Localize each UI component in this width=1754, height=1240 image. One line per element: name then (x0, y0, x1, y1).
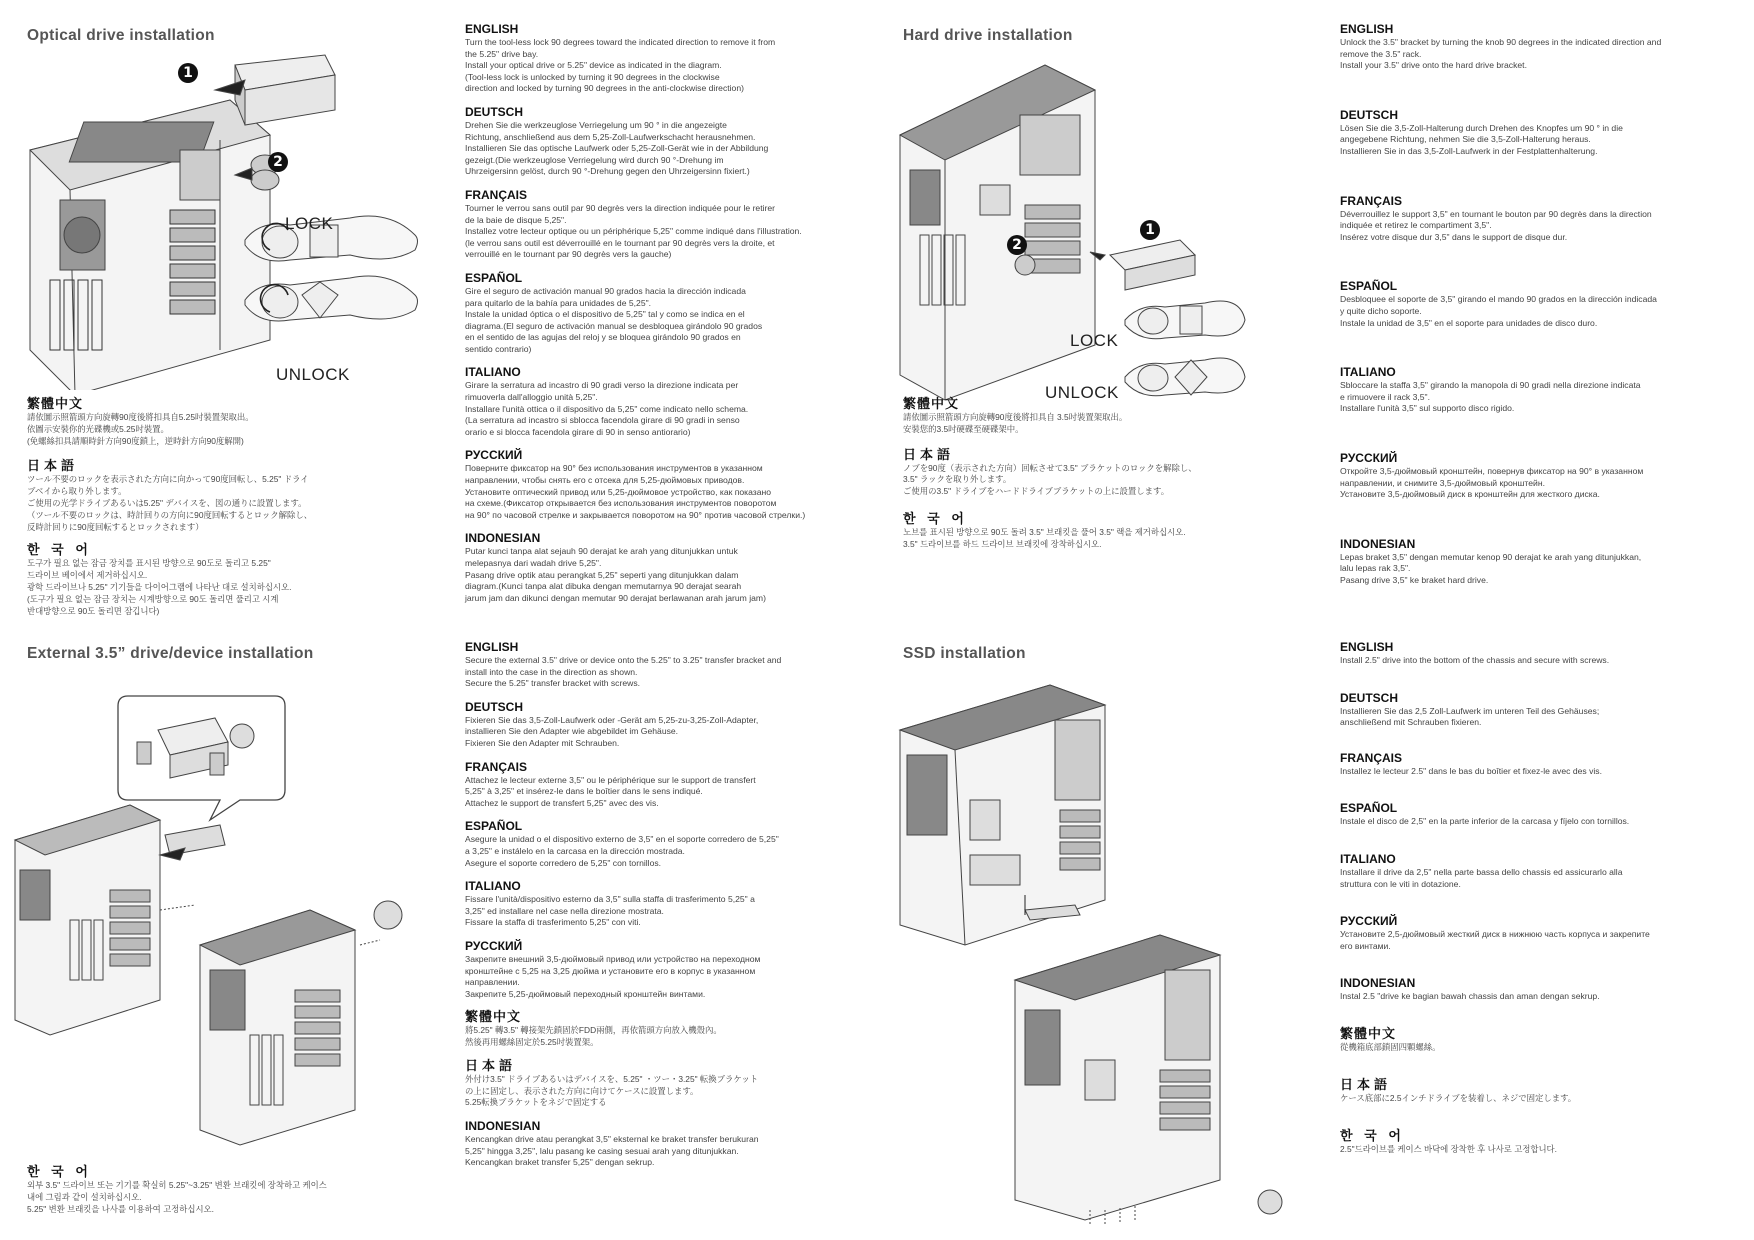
section-title-ssd: SSD installation (903, 645, 1026, 662)
lang-text: Fissare l'unità/dispositivo esterno da 3,5" sulla staffa di trasferimento 5,25" a 3,25" ed installare nel case nella direzione mostrata. Fissare la staffa di trasferimento 5,25" con viti. (465, 894, 755, 928)
lang-heading: 日本語 (465, 1057, 517, 1073)
lang-text: Kencangkan drive atau perangkat 3,5" eksternal ke braket transfer berukuran 5,25" hingga 3,25", lalu pasang ke casing sesuai arah yang ditunjukkan. Kencangkan braket transfer 5,25" dengan sekrup. (465, 1134, 759, 1168)
lang-text: Putar kunci tanpa alat sejauh 90 derajat ke arah yang ditunjukkan untuk melepasnya dari wadah drive 5,25". Pasang drive optik atau perangkat 5,25" seperti yang ditunjukkan dalam diagram.(Kunci tanpa alat dibuka dengan memutarnya 90 derajat searah jarum jam dan dikunci dengan memutar 90 derajat berlawanan arah jarum jam) (465, 546, 766, 603)
lang-text: Instal 2.5 "drive ke bagian bawah chassis dan aman dengan sekrup. (1340, 991, 1600, 1002)
lang-heading: РУССКИЙ (465, 448, 523, 463)
section-title-hdd: Hard drive installation (903, 27, 1073, 44)
lang-heading: ENGLISH (465, 22, 519, 36)
lang-heading: 한 국 어 (903, 510, 968, 526)
lang-heading: INDONESIAN (1340, 536, 1416, 551)
lang-heading: 繁體中文 (1340, 1025, 1397, 1041)
lang-text: 請依圖示照箭頭方向旋轉90度後將扣具自 3.5吋裝置架取出。 安裝您的3.5吋硬碟至硬碟架中。 (903, 412, 1128, 434)
lang-heading: DEUTSCH (1340, 107, 1399, 122)
unlock-label: UNLOCK (1045, 383, 1119, 402)
lang-heading: ITALIANO (465, 365, 521, 380)
lang-heading: ESPAÑOL (465, 270, 523, 285)
lang-heading: 繁體中文 (27, 396, 84, 411)
lang-text: 外付け3.5" ドライブあるいはデバイスを、5.25" ・ツー・3.25" 転換ブラケット の上に固定し、表示された方向に向けてケースに設置します。 5.25転換ブラケットをネジで固定する (465, 1073, 759, 1108)
lang-text: 請依圖示照箭頭方向旋轉90度後將扣具自5.25吋裝置架取出。 依圖示安裝你的光碟機或5.25吋裝置。 (免螺絲扣具請順時針方向90度鎖上，逆時針方向90度解開) (27, 412, 254, 446)
lang-text: Installare il drive da 2,5" nella parte bassa dello chassis ed assicurarlo alla struttura con le viti in dotazione. (1340, 866, 1623, 889)
optical-cjk-instructions (27, 397, 447, 617)
lang-text: Unlock the 3.5" bracket by turning the knob 90 degrees in the indicated direction and remove the 3.5" rack. Install your 3.5" drive onto the hard drive bracket. (1340, 37, 1662, 71)
lang-heading: 한 국 어 (27, 542, 92, 558)
lang-text: Sbloccare la staffa 3,5" girando la manopola di 90 gradi nella direzione indicata e rimuovere il rack 3,5". Installare l'unità 3,5" sul supporto disco rigido. (1340, 380, 1641, 414)
lang-text: Asegure la unidad o el dispositivo externo de 3,5" en el soporte corredero de 5,25" a 3,25" e instálelo en la carcasa en la dirección mostrada. Asegure el soporte corredero de 5,25" con tornillos. (465, 834, 779, 868)
lang-text: Instale el disco de 2,5" en la parte inferior de la carcasa y fíjelo con tornillos. (1340, 816, 1630, 827)
lang-heading: 日本語 (903, 446, 955, 462)
lang-text: Turn the tool-less lock 90 degrees toward the indicated direction to remove it from the 5.25" drive bay. Install your optical drive or 5.25" device as indicated in the diagram. (Tool-less lock is unlocked by turning it 90 degrees in the clockwise direction and locked by turning 90 degrees in the anti-clockwise direction) (465, 37, 776, 94)
lang-text: Install 2.5" drive into the bottom of the chassis and secure with screws. (1340, 655, 1610, 665)
lang-text: ノブを90度（表示された方向）回転させて3.5" ブラケットのロックを解除し、 3.5" ラックを取り外します。 ご使用の3.5" ドライブをハードドライブブラケットの上に設置します。 (903, 462, 1197, 497)
external-korean-instructions (27, 1165, 447, 1215)
callout-1: 1 (178, 63, 198, 83)
lang-heading: ESPAÑOL (1340, 801, 1398, 816)
lang-heading: INDONESIAN (465, 531, 541, 546)
lang-text: Закрепите внешний 3,5-дюймовый привод или устройство на переходном кронштейне с 5,25 на 3,25 дюйма и установите его в корпус в указанном направлении. Закрепите 5,25-дюймовый переходный кронштейн винтами. (465, 953, 761, 999)
lang-heading: РУССКИЙ (1340, 914, 1398, 929)
ssd-instructions (1340, 640, 1740, 1155)
lang-heading: РУССКИЙ (1340, 450, 1398, 465)
callout-1: 1 (1140, 220, 1160, 240)
lang-heading: DEUTSCH (465, 699, 524, 714)
lang-heading: 繁體中文 (903, 396, 960, 411)
unlock-label: UNLOCK (276, 365, 350, 384)
lang-heading: INDONESIAN (1340, 976, 1416, 991)
lang-heading: FRANÇAIS (1340, 193, 1402, 208)
lang-text: Secure the external 3.5" drive or device onto the 5.25" to 3.25" transfer bracket and install into the case in the direction as shown. Secure the 5.25" transfer bracket with screws. (465, 655, 782, 689)
lang-text: Installieren Sie das 2,5 Zoll-Laufwerk im unteren Teil des Gehäuses; anschließend mit Schrauben fixieren. (1340, 705, 1600, 728)
lang-text: ツール不要のロックを表示された方向に向かって90度回転し、5.25" ドライ ブベイから取り外します。 ご使用の光学ドライブあるいは5.25" デバイスを、図の通りに設置します。 （ツール不要のロックは、時計回りの方向に90度回転するとロック解除し、 反時計回りに90度回転するとロックされます） (27, 474, 313, 532)
hard-drive-diagram (895, 55, 1255, 405)
ssd-diagram (895, 680, 1315, 1225)
lang-heading: ITALIANO (465, 879, 521, 894)
lang-text: 2.5"드라이브를 케이스 바닥에 장착한 후 나사로 고정합니다. (1340, 1143, 1557, 1154)
lang-text: 從機箱底部鎖固四顆螺絲。 (1340, 1041, 1441, 1052)
lang-heading: ESPAÑOL (465, 819, 523, 834)
lang-text: Installez le lecteur 2.5" dans le bas du boîtier et fixez-le avec des vis. (1340, 765, 1602, 776)
lang-text: Откройте 3,5-дюймовый кронштейн, повернув фиксатор на 90° в указанном направлении, и снимите 3,5-дюймовый кронштейн. Установите 3,5-дюймовый диск в кронштейн для жесткого диска. (1340, 465, 1644, 500)
callout-2: 2 (1007, 235, 1027, 255)
lang-heading: ITALIANO (1340, 365, 1396, 380)
lang-heading: 繁體中文 (465, 1009, 522, 1025)
lang-heading: FRANÇAIS (1340, 750, 1402, 765)
lang-text: Lösen Sie die 3,5-Zoll-Halterung durch Drehen des Knopfes um 90 ° in die angegebene Richtung, nehmen Sie die 3,5-Zoll-Halterung heraus. Installieren Sie in das 3,5-Zoll-Laufwerk in der Festplattenhalterung. (1340, 122, 1623, 156)
lang-text: 외부 3.5" 드라이브 또는 기기를 확실히 5.25"~3.25" 변환 브래킷에 장착하고 케이스 내에 그림과 같이 설치하십시오. 5.25" 변환 브래킷을 나사를 이용하여 고정하십시오. (27, 1180, 327, 1214)
callout-2: 2 (268, 152, 288, 172)
lang-text: Установите 2,5-дюймовый жесткий диск в нижнюю часть корпуса и закрепите его винтами. (1340, 929, 1650, 951)
lock-label: LOCK (1070, 331, 1119, 350)
lang-heading: FRANÇAIS (465, 759, 527, 774)
lang-text: Drehen Sie die werkzeuglose Verriegelung um 90 ° in die angezeigte Richtung, anschließend aus dem 5,25-Zoll-Laufwerkschacht herausnehmen. Installieren Sie das optische Laufwerk oder 5,25-Zoll-Gerät wie in der Abbildung gezeigt.(Die werkzeuglose Verriegelung wird durch 90 °-Drehung im Uhrzeigersinn gelöst, durch 90 °-Drehung gegen den Uhrzeigersinn fixiert.) (465, 119, 769, 177)
lang-heading: FRANÇAIS (465, 187, 527, 202)
hdd-instructions (1340, 22, 1740, 586)
lang-heading: DEUTSCH (465, 104, 524, 119)
hdd-cjk-instructions (903, 397, 1323, 551)
section-title-optical: Optical drive installation (27, 27, 215, 44)
lang-text: 將5.25" 轉3.5" 轉接架先鎖固於FDD兩側，再依箭頭方向放入機殼內。 然後再用螺絲固定於5.25吋裝置架。 (465, 1025, 722, 1048)
lang-text: ケース底部に2.5インチドライブを装着し、ネジで固定します。 (1340, 1092, 1577, 1103)
optical-instructions (465, 22, 875, 604)
lang-heading: ITALIANO (1340, 851, 1396, 866)
lang-text: 도구가 필요 없는 잠금 장치를 표시된 방향으로 90도로 돌리고 5.25" 드라이브 베이에서 제거하십시오. 광학 드라이브나 5.25" 기기들을 다이어그램에 나타난 대로 설치하십시오. (도구가 필요 없는 잠금 장치는 시계방향으로 90도 돌리면 풀리고 시계 반대방향으로 90도 돌리면 잠깁니다) (27, 558, 292, 616)
lang-text: Lepas braket 3,5" dengan memutar kenop 90 derajat ke arah yang ditunjukkan, lalu lepas rak 3,5". Pasang drive 3,5" ke braket hard drive. (1340, 551, 1642, 585)
section-title-external: External 3.5” drive/device installation (27, 645, 314, 662)
optical-drive-diagram (20, 50, 450, 390)
lang-heading: РУССКИЙ (465, 938, 523, 953)
lang-text: Déverrouillez le support 3,5" en tournant le bouton par 90 degrès dans la direction indiquée et retirez le compartiment 3,5". Insérez votre disque dur 3,5" dans le support de disque dur. (1340, 208, 1652, 242)
lang-text: Tourner le verrou sans outil par 90 degrès vers la direction indiquée pour le retirer de la baie de disque 5,25". Installez votre lecteur optique ou un périphérique 5,25" comme indiqué dans l'illustration. (le verrou sans outil est déverrouillé en le tournant par 90 degrès vers la droite, et verrouillé en le tournant par 90 degrès vers la gauche) (465, 202, 802, 260)
lang-text: Fixieren Sie das 3,5-Zoll-Laufwerk oder -Gerät am 5,25-zu-3,25-Zoll-Adapter, installieren Sie den Adapter wie abgebildet im Gehäuse. Fixieren Sie den Adapter mit Schrauben. (465, 714, 759, 748)
lang-text: Desbloquee el soporte de 3,5" girando el mando 90 grados en la dirección indicada y quite dicho soporte. Instale la unidad de 3,5" en el soporte para unidades de disco duro. (1340, 294, 1657, 328)
lang-text: Gire el seguro de activación manual 90 grados hacia la dirección indicada para quitarlo de la bahía para unidades de 5,25". Instale la unidad óptica o el dispositivo de 5,25" tal y como se indica en el diagrama.(El seguro de activación manual se desbloquea girándolo 90 grados en el sentido de las agujas del reloj y se bloquea girándolo 90 grados en sentido contrario) (465, 285, 763, 354)
lang-heading: 한 국 어 (1340, 1127, 1405, 1143)
lock-label: LOCK (285, 214, 334, 233)
lang-heading: ENGLISH (1340, 640, 1394, 654)
lang-heading: 日本語 (1340, 1076, 1392, 1092)
lang-text: 노브를 표시된 방향으로 90도 돌려 3.5" 브래킷을 풀어 3.5" 랙을 제거하십시오. 3.5" 드라이브를 하드 드라이브 브래킷에 장착하십시오. (903, 526, 1186, 549)
external-instructions (465, 640, 875, 1169)
lang-text: Attachez le lecteur externe 3,5" ou le périphérique sur le support de transfert 5,25" à 3,25" et insérez-le dans le boîtier dans le sens indiqué. Attachez le support de transfert 5,25" avec des vis. (465, 774, 756, 808)
lang-heading: 한 국 어 (27, 1164, 92, 1179)
lang-text: Girare la serratura ad incastro di 90 gradi verso la direzione indicata per rimuoverla dall'alloggio unità 5,25". Installare l'unità ottica o il dispositivo da 5,25" come indicato nello schema. (La serratura ad incastro si sblocca facendola girare di 90 gradi in senso orario e si blocca facendola girare di 90 in senso antiorario) (465, 380, 749, 437)
lang-heading: INDONESIAN (465, 1119, 541, 1134)
lang-text: Поверните фиксатор на 90° без использования инструментов в указанном направлении, чтобы снять его с отсека для 5,25-дюймовых приводов. Установите оптический привод или 5,25-дюймовое устройство, как показано на схеме.(Фиксатор открывается без использования инструментов поворотом на 90° по часовой стрелке и закрывается поворотом на 90° против часовой стрелки.) (465, 463, 806, 520)
external-drive-diagram (10, 690, 450, 1160)
lang-heading: ESPAÑOL (1340, 279, 1398, 294)
lang-heading: ENGLISH (1340, 22, 1394, 36)
lang-heading: ENGLISH (465, 640, 519, 654)
lang-heading: DEUTSCH (1340, 690, 1399, 705)
lang-heading: 日本語 (27, 458, 79, 474)
